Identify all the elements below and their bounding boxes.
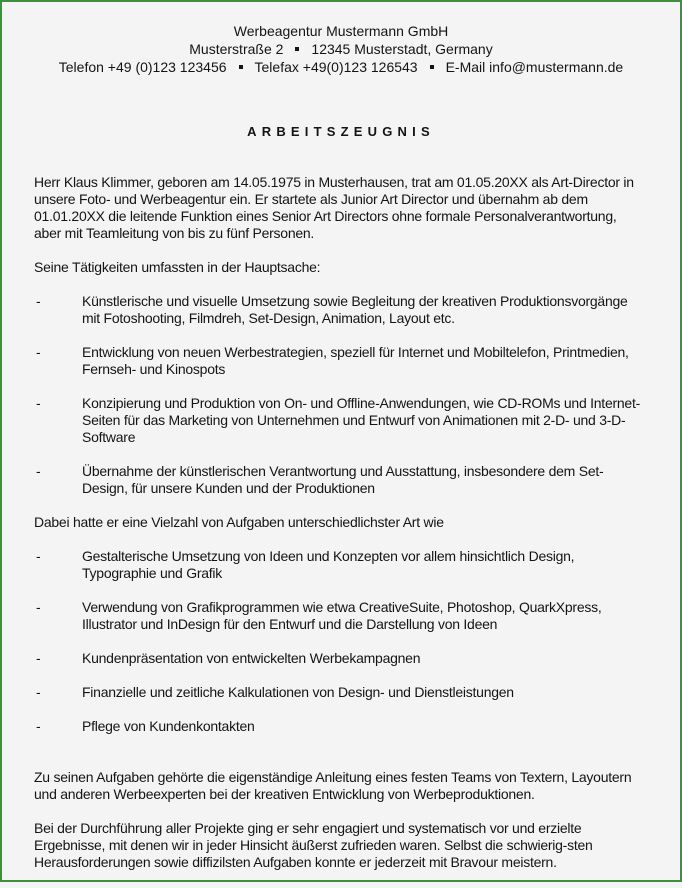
dash-bullet-icon: - [36,718,41,734]
phone: Telefon +49 (0)123 123456 [58,59,227,75]
dash-bullet-icon: - [36,395,41,411]
dash-bullet-icon: - [36,684,41,700]
email: E-Mail info@mustermann.de [445,59,624,75]
intro-paragraph: Herr Klaus Klimmer, geboren am 14.05.1975 in Musterhausen, trat am 01.05.20XX als Art-Director in unsere Foto- und Werbeagentur ein. Er startete als Junior Art Director und übernahm ab dem 01.01.20XX die leitende Funktion eines Senior Art Directors ohne formale Personalverantwortung, aber mit Teamleitung von bis zu fünf Personen. [34,174,634,241]
spacer [34,752,644,769]
duties-heading: Seine Tätigkeiten umfassten in der Hauptsache: [34,259,321,275]
dash-bullet-icon: - [36,463,41,479]
tasks-heading: Dabei hatte er eine Vielzahl von Aufgaben unterschiedlichster Art wie [34,514,444,530]
tasks-list [34,548,644,735]
address-line [2,40,680,58]
dash-bullet-icon: - [36,599,41,615]
street: Musterstraße 2 [189,41,284,57]
list-item [34,718,644,735]
list-item [34,684,644,701]
bullet-separator-icon [295,47,299,51]
list-item-text: Kundenpräsentation von entwickelten Werbekampagnen [82,650,421,666]
dash-bullet-icon: - [36,548,41,564]
fax: Telefax +49(0)123 126543 [254,59,418,75]
bullet-separator-icon [239,65,243,69]
list-item-text: Gestalterische Umsetzung von Ideen und Konzepten vor allem hinsichtlich Design, Typographie und Grafik [82,548,575,581]
list-item [34,650,644,667]
duties-list [34,293,644,497]
list-item [34,599,644,633]
list-item [34,463,644,497]
list-item-text: Pflege von Kundenkontakten [82,718,255,734]
list-item-text: Konzipierung und Produktion von On- und Offline-Anwendungen, wie CD-ROMs und Internet-Seiten für das Marketing von Unternehmen und Entwurf von Animationen mit 2-D- und 3-D-Software [82,395,641,445]
list-item-text: Finanzielle und zeitliche Kalkulationen von Design- und Dienstleistungen [82,684,514,700]
document-title: ARBEITSZEUGNIS [247,124,435,139]
document-body [34,174,644,888]
contact-line [2,58,680,76]
team-paragraph: Zu seinen Aufgaben gehörte die eigenständige Anleitung eines festen Teams von Textern, Layoutern und anderen Werbeexperten bei der kreativen Entwicklung von Werbeproduktionen. [34,769,632,802]
list-item-text: Verwendung von Grafikprogrammen wie etwa CreativeSuite, Photoshop, QuarkXpress, Illustrator und InDesign für den Entwurf und die Darstellung von Ideen [82,599,602,632]
company-name: Werbeagentur Mustermann GmbH [233,23,449,39]
bullet-separator-icon [430,65,434,69]
list-item-text: Künstlerische und visuelle Umsetzung sowie Begleitung der kreativen Produktionsvorgänge mit Fotoshooting, Filmdreh, Set-Design, Animation, Layout etc. [82,293,628,326]
dash-bullet-icon: - [36,344,41,360]
list-item [34,293,644,327]
list-item [34,395,644,446]
list-item [34,344,644,378]
letterhead [2,22,680,76]
city: 12345 Musterstadt, Germany [311,41,493,57]
dash-bullet-icon: - [36,650,41,666]
list-item-text: Übernahme der künstlerischen Verantwortung und Ausstattung, insbesondere dem Set-Design, für unsere Kunden und der Produktionen [82,463,604,496]
dash-bullet-icon: - [36,293,41,309]
performance-paragraph: Bei der Durchführung aller Projekte ging er sehr engagiert und systematisch vor und erzielte Ergebnisse, mit denen wir in jeder Hinsicht äußerst zufrieden waren. Selbst die schwierig-sten Herausforderungen sowie diffizilsten Aufgaben konnte er jederzeit mit Bravour meistern. [34,820,593,870]
list-item-text: Entwicklung von neuen Werbestrategien, speziell für Internet und Mobiltelefon, Printmedien, Fernseh- und Kinospots [82,344,629,377]
list-item [34,548,644,582]
